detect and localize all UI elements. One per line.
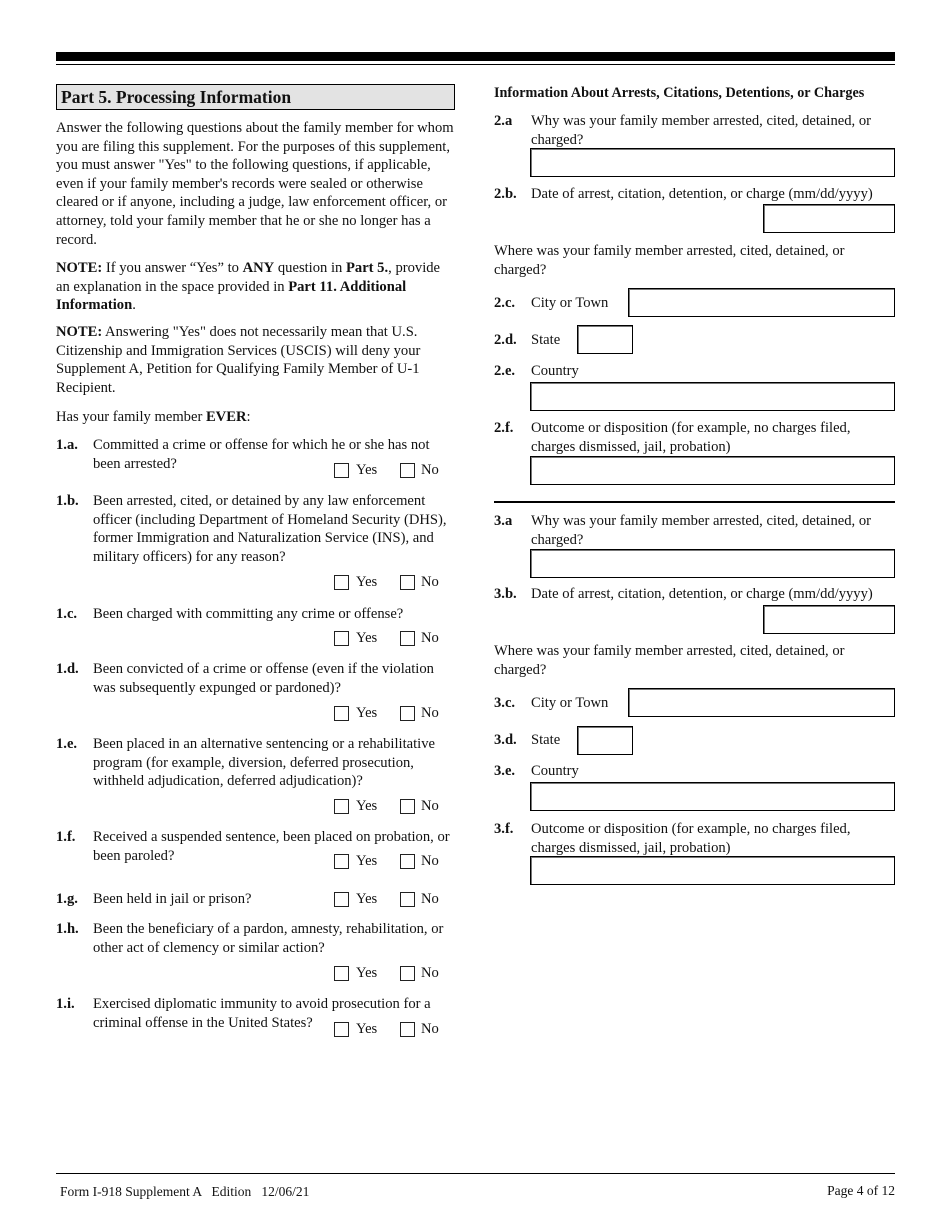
question-text: City or Town bbox=[531, 295, 609, 311]
arrests-section-title: Information About Arrests, Citations, Detentions, or Charges bbox=[494, 85, 865, 101]
where-prompt: Where was your family member arrested, cited, detained, or charged? bbox=[494, 243, 845, 278]
yes-checkbox[interactable] bbox=[334, 463, 349, 478]
note-label: NOTE: bbox=[56, 324, 103, 340]
question-text: Been the beneficiary of a pardon, amnesty, rehabilitation, or other act of clemency or similar action? bbox=[93, 921, 444, 956]
ever-bold: EVER bbox=[205, 409, 247, 425]
question-number: 1.a. bbox=[56, 437, 78, 453]
top-rule-thin bbox=[56, 64, 895, 65]
intro-paragraph: Answer the following questions about the family member for whom you are filing this supplement. For the purposes of this supplement, you must answer "Yes" to the following questions, if applicable, even if your family member's records were sealed or otherwise cleared or if anyone, including a judge, law enforcement officer, or attorney, told your family member that he or she no longer has a record. bbox=[56, 120, 454, 248]
no-label: No bbox=[421, 1021, 439, 1037]
yes-checkbox[interactable] bbox=[334, 892, 349, 907]
question-number: 1.i. bbox=[56, 996, 75, 1012]
yes-checkbox[interactable] bbox=[334, 966, 349, 981]
question-text: Been placed in an alternative sentencing or a rehabilitative program (for example, diversion, deferred prosecution, withheld adjudication, deferred adjudication)? bbox=[93, 736, 435, 790]
country-field[interactable] bbox=[530, 782, 895, 811]
yes-label: Yes bbox=[356, 853, 378, 869]
country-field[interactable] bbox=[530, 382, 895, 411]
question-number: 1.h. bbox=[56, 921, 79, 937]
question-text: Outcome or disposition (for example, no charges filed, charges dismissed, jail, probation) bbox=[531, 420, 851, 455]
question-number: 3.f. bbox=[494, 821, 514, 837]
yes-label: Yes bbox=[356, 462, 378, 478]
no-checkbox[interactable] bbox=[400, 575, 415, 590]
yes-checkbox[interactable] bbox=[334, 706, 349, 721]
yes-label: Yes bbox=[356, 798, 378, 814]
question-text: Been charged with committing any crime or offense? bbox=[93, 606, 404, 622]
yes-label: Yes bbox=[356, 630, 378, 646]
question-number: 3.e. bbox=[494, 763, 516, 779]
yes-label: Yes bbox=[356, 891, 378, 907]
yes-label: Yes bbox=[356, 965, 378, 981]
no-label: No bbox=[421, 630, 439, 646]
section-divider bbox=[494, 501, 895, 503]
question-number: 1.g. bbox=[56, 891, 78, 907]
where-prompt: Where was your family member arrested, cited, detained, or charged? bbox=[494, 643, 845, 678]
note-text: . bbox=[132, 297, 136, 314]
ever-prefix: Has your family member bbox=[56, 409, 206, 425]
question-number: 1.d. bbox=[56, 661, 79, 677]
question-text: Outcome or disposition (for example, no charges filed, charges dismissed, jail, probation) bbox=[531, 821, 851, 856]
note-any: ANY bbox=[242, 260, 275, 276]
no-checkbox[interactable] bbox=[400, 854, 415, 869]
arrest-date-field[interactable] bbox=[763, 605, 895, 634]
state-field[interactable] bbox=[577, 726, 633, 755]
question-text: State bbox=[531, 732, 561, 748]
note-text: If you answer “Yes” to bbox=[102, 260, 243, 276]
question-number: 2.d. bbox=[494, 332, 517, 348]
note-text: Answering "Yes" does not necessarily mean that U.S. Citizenship and Immigration Services (USCIS) will deny your Supplement A, Petition for Qualifying Family Member of U-1 Recipient. bbox=[56, 324, 421, 396]
question-text: Exercised diplomatic immunity to avoid prosecution for a criminal offense in the United States? bbox=[93, 996, 431, 1031]
question-number: 2.b. bbox=[494, 186, 517, 202]
note-label: NOTE: bbox=[56, 260, 103, 276]
yes-checkbox[interactable] bbox=[334, 631, 349, 646]
question-text: City or Town bbox=[531, 695, 609, 711]
no-label: No bbox=[421, 891, 439, 907]
ever-suffix: : bbox=[246, 409, 251, 425]
no-label: No bbox=[421, 462, 439, 478]
arrest-reason-field[interactable] bbox=[530, 148, 895, 177]
question-number: 2.e. bbox=[494, 363, 516, 379]
note-any-question bbox=[56, 259, 456, 315]
question-number: 3.d. bbox=[494, 732, 517, 748]
state-field[interactable] bbox=[577, 325, 633, 354]
question-text: Committed a crime or offense for which he or she has not been arrested? bbox=[93, 437, 430, 472]
outcome-field[interactable] bbox=[530, 456, 895, 485]
part-5-header: Part 5. Processing Information bbox=[56, 84, 455, 110]
question-text: Been held in jail or prison? bbox=[93, 891, 252, 907]
no-label: No bbox=[421, 705, 439, 721]
city-field[interactable] bbox=[628, 288, 895, 317]
outcome-field[interactable] bbox=[530, 856, 895, 885]
yes-checkbox[interactable] bbox=[334, 854, 349, 869]
yes-label: Yes bbox=[356, 574, 378, 590]
question-text: Been convicted of a crime or offense (even if the violation was subsequently expunged or pardoned)? bbox=[93, 661, 434, 696]
no-checkbox[interactable] bbox=[400, 799, 415, 814]
no-checkbox[interactable] bbox=[400, 631, 415, 646]
question-number: 3.a bbox=[494, 513, 513, 529]
question-text: Country bbox=[531, 763, 579, 779]
no-label: No bbox=[421, 798, 439, 814]
question-text: Date of arrest, citation, detention, or charge (mm/dd/yyyy) bbox=[531, 186, 873, 202]
question-number: 1.c. bbox=[56, 606, 78, 622]
question-number: 2.c. bbox=[494, 295, 516, 311]
no-label: No bbox=[421, 853, 439, 869]
footer-rule bbox=[56, 1173, 895, 1174]
yes-checkbox[interactable] bbox=[334, 799, 349, 814]
question-number: 2.a bbox=[494, 113, 513, 129]
no-checkbox[interactable] bbox=[400, 463, 415, 478]
no-checkbox[interactable] bbox=[400, 966, 415, 981]
question-text: State bbox=[531, 332, 561, 348]
no-checkbox[interactable] bbox=[400, 1022, 415, 1037]
yes-checkbox[interactable] bbox=[334, 575, 349, 590]
question-text: Why was your family member arrested, cited, detained, or charged? bbox=[531, 513, 871, 548]
no-label: No bbox=[421, 574, 439, 590]
yes-checkbox[interactable] bbox=[334, 1022, 349, 1037]
note-part-11: Part 11. Additional Information bbox=[56, 278, 407, 314]
yes-label: Yes bbox=[356, 705, 378, 721]
no-label: No bbox=[421, 965, 439, 981]
question-text: Date of arrest, citation, detention, or charge (mm/dd/yyyy) bbox=[531, 586, 873, 602]
note-text: question in bbox=[274, 260, 346, 276]
question-number: 1.e. bbox=[56, 736, 78, 752]
city-field[interactable] bbox=[628, 688, 895, 717]
question-number: 3.c. bbox=[494, 695, 516, 711]
question-number: 2.f. bbox=[494, 420, 514, 436]
ever-prompt bbox=[56, 408, 456, 427]
question-number: 1.b. bbox=[56, 493, 79, 509]
note-part: Part 5. bbox=[345, 260, 389, 276]
question-text: Country bbox=[531, 363, 579, 379]
question-text: Been arrested, cited, or detained by any law enforcement officer (including Department of Homeland Security (DHS), former Immigration and Naturalization Service (INS), and military officers) for any reason? bbox=[93, 493, 447, 565]
question-number: 3.b. bbox=[494, 586, 517, 602]
question-text: Received a suspended sentence, been placed on probation, or been paroled? bbox=[93, 829, 450, 864]
arrest-date-field[interactable] bbox=[763, 204, 895, 233]
note-uscis bbox=[56, 323, 451, 397]
top-rule-thick bbox=[56, 52, 895, 61]
no-checkbox[interactable] bbox=[400, 892, 415, 907]
question-text: Why was your family member arrested, cited, detained, or charged? bbox=[531, 113, 871, 148]
arrest-reason-field[interactable] bbox=[530, 549, 895, 578]
yes-label: Yes bbox=[356, 1021, 378, 1037]
note-text: , provide an explanation in the space provided in bbox=[56, 260, 441, 295]
page-number: Page 4 of 12 bbox=[827, 1183, 895, 1198]
no-checkbox[interactable] bbox=[400, 706, 415, 721]
question-number: 1.f. bbox=[56, 829, 76, 845]
form-edition: Form I-918 Supplement A Edition 12/06/21 bbox=[60, 1184, 310, 1199]
